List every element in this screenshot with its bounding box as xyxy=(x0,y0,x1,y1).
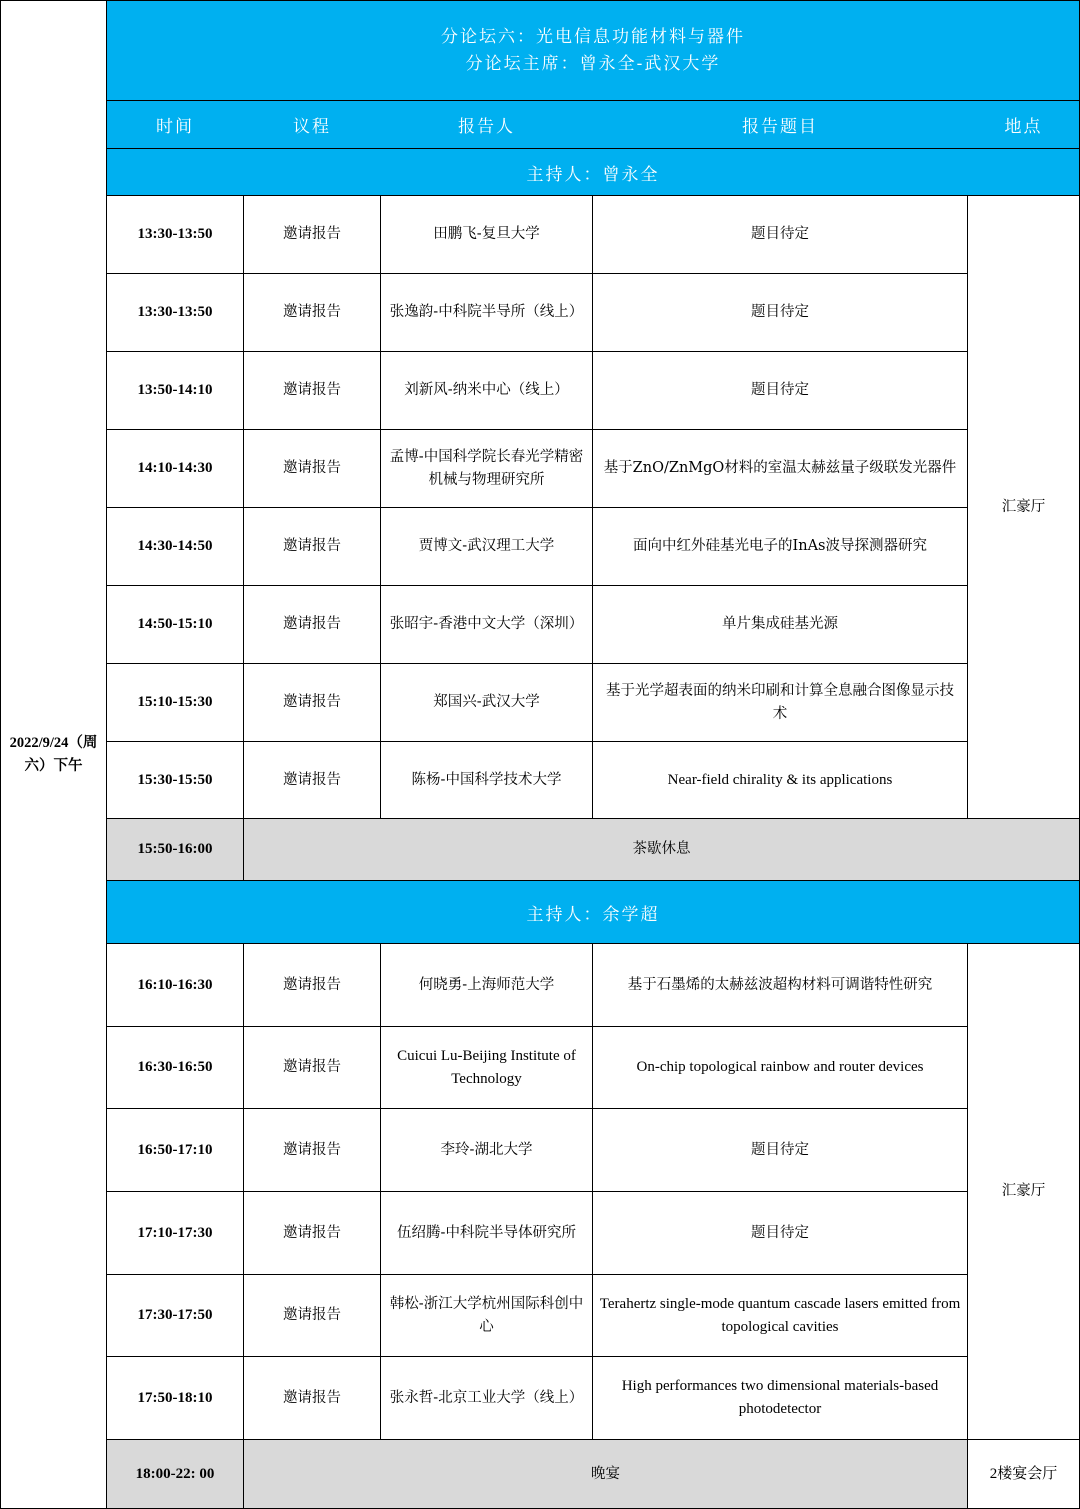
s1-row7-time: 15:10-15:30 xyxy=(137,694,213,710)
s2-row2-time: 16:30-16:50 xyxy=(137,1059,213,1075)
grid-line xyxy=(106,943,1080,944)
grid-line xyxy=(106,0,107,1509)
grid-line xyxy=(243,195,244,881)
s1-row4-topic: 基于ZnO/ZnMgO材料的室温太赫兹量子级联发光器件 xyxy=(603,460,957,476)
s1-row6-agenda: 邀请报告 xyxy=(283,616,341,632)
session1-host: 主持人：曾永全 xyxy=(107,149,1079,195)
s1-row6-topic: 单片集成硅基光源 xyxy=(722,616,838,632)
s2-row4-topic: 题目待定 xyxy=(751,1224,809,1241)
grid-line xyxy=(106,1274,968,1275)
s1-row8-agenda: 邀请报告 xyxy=(283,771,341,788)
s1-row2-speaker: 张逸韵-中科院半导所（线上） xyxy=(389,304,584,320)
s2-row6-topic: High performances two dimensional materials-based photodetector xyxy=(621,1378,939,1417)
s1-row1-topic: 题目待定 xyxy=(751,226,809,242)
forum-title: 分论坛六：光电信息功能材料与器件 xyxy=(441,26,745,47)
grid-line xyxy=(106,741,968,742)
grid-line xyxy=(0,0,1,1509)
grid-line xyxy=(106,429,968,430)
grid-line xyxy=(106,1439,1080,1440)
grid-line xyxy=(967,943,968,1509)
grid-line xyxy=(106,880,1080,881)
s2-row2-speaker: Cuicui Lu-Beijing Institute of Technology xyxy=(397,1047,576,1087)
grid-line xyxy=(967,195,968,819)
grid-line xyxy=(106,148,1080,149)
grid-line xyxy=(106,1191,968,1192)
s1-row5-speaker: 贾博文-武汉理工大学 xyxy=(418,538,555,554)
s1-row6-time: 14:50-15:10 xyxy=(137,616,213,632)
s1-row1-agenda: 邀请报告 xyxy=(283,226,341,242)
column-header-agenda: 议程 xyxy=(293,117,331,137)
s1-row8-time: 15:30-15:50 xyxy=(137,771,213,788)
grid-line xyxy=(106,663,968,664)
date-cell xyxy=(1,1,106,1508)
s2-row2-topic: On-chip topological rainbow and router devices xyxy=(636,1059,924,1075)
grid-line xyxy=(380,195,381,819)
s2-row2-agenda: 邀请报告 xyxy=(283,1059,341,1075)
grid-line xyxy=(106,1108,968,1109)
s1-row4-agenda: 邀请报告 xyxy=(283,460,341,476)
s1-row3-agenda: 邀请报告 xyxy=(283,382,341,398)
column-header-time: 时间 xyxy=(156,117,194,137)
forum-title-banner xyxy=(107,1,1079,100)
s1-row6-speaker: 张昭宇-香港中文大学（深圳） xyxy=(389,616,584,632)
s1-row5-time: 14:30-14:50 xyxy=(137,538,213,554)
s2-row1-speaker: 何晓勇-上海师范大学 xyxy=(418,976,555,993)
s1-location: 汇豪厅 xyxy=(1001,498,1046,515)
s2-row6-agenda: 邀请报告 xyxy=(283,1389,341,1406)
s2-row4-agenda: 邀请报告 xyxy=(283,1224,341,1241)
grid-line xyxy=(106,273,968,274)
grid-line xyxy=(592,195,593,819)
date-label: 2022/9/24（周六）下午 xyxy=(9,734,98,774)
grid-line xyxy=(106,195,1080,196)
s2-row3-time: 16:50-17:10 xyxy=(137,1141,213,1158)
grid-line xyxy=(592,943,593,1440)
s1-row3-speaker: 刘新风-纳米中心（线上） xyxy=(404,382,569,398)
grid-line xyxy=(106,1026,968,1027)
column-header-location: 地点 xyxy=(1004,117,1043,137)
column-header-speaker: 报告人 xyxy=(458,117,515,137)
column-header-topic: 报告题目 xyxy=(742,117,818,137)
s2-row3-topic: 题目待定 xyxy=(751,1141,809,1158)
session2-host: 主持人：余学超 xyxy=(107,881,1079,943)
s2-row3-agenda: 邀请报告 xyxy=(283,1141,341,1158)
s2-row6-speaker: 张永哲-北京工业大学（线上） xyxy=(389,1389,584,1406)
s1-row4-speaker: 孟博-中国科学院长春光学精密机械与物理研究所 xyxy=(389,448,584,488)
s2-row1-topic: 基于石墨烯的太赫兹波超构材料可调谐特性研究 xyxy=(627,976,933,993)
forum-chair: 分论坛主席：曾永全-武汉大学 xyxy=(465,53,721,74)
grid-line xyxy=(106,585,968,586)
s1-row1-speaker: 田鹏飞-复旦大学 xyxy=(433,226,540,242)
s2-row5-speaker: 韩松-浙江大学杭州国际科创中心 xyxy=(389,1295,584,1335)
break-label: 茶歇休息 xyxy=(632,841,691,857)
grid-line xyxy=(106,100,1080,101)
grid-line xyxy=(106,351,968,352)
s2-row3-speaker: 李玲-湖北大学 xyxy=(440,1141,533,1158)
s1-row2-topic: 题目待定 xyxy=(751,304,809,320)
s2-row4-speaker: 伍绍腾-中科院半导体研究所 xyxy=(397,1224,576,1241)
break-time: 15:50-16:00 xyxy=(137,841,213,857)
s1-row3-topic: 题目待定 xyxy=(751,382,809,398)
s2-row6-time: 17:50-18:10 xyxy=(137,1389,213,1406)
dinner-time: 18:00-22: 00 xyxy=(135,1465,215,1482)
s2-row4-time: 17:10-17:30 xyxy=(137,1224,213,1241)
s2-row5-time: 17:30-17:50 xyxy=(137,1307,213,1323)
s1-row7-topic: 基于光学超表面的纳米印刷和计算全息融合图像显示技术 xyxy=(606,682,954,722)
s2-row1-time: 16:10-16:30 xyxy=(137,976,213,993)
grid-line xyxy=(243,943,244,1509)
s2-location: 汇豪厅 xyxy=(1001,1183,1046,1199)
s1-row3-time: 13:50-14:10 xyxy=(137,382,213,398)
grid-line xyxy=(106,1356,968,1357)
s2-row5-agenda: 邀请报告 xyxy=(283,1307,341,1323)
s1-row8-topic: Near-field chirality & its applications xyxy=(667,771,893,788)
s1-row1-time: 13:30-13:50 xyxy=(137,226,213,242)
s1-row4-time: 14:10-14:30 xyxy=(137,460,213,476)
s1-row5-topic: 面向中红外硅基光电子的InAs波导探测器研究 xyxy=(633,538,927,554)
grid-line xyxy=(106,507,968,508)
s1-row2-time: 13:30-13:50 xyxy=(137,304,213,320)
grid-line xyxy=(0,0,1080,1)
dinner-location: 2楼宴会厅 xyxy=(989,1465,1058,1482)
s1-row7-speaker: 郑国兴-武汉大学 xyxy=(433,694,540,710)
s1-row5-agenda: 邀请报告 xyxy=(283,538,341,554)
s1-row2-agenda: 邀请报告 xyxy=(283,304,341,320)
s2-row5-topic: Terahertz single-mode quantum cascade lasers emitted from topological cavities xyxy=(599,1295,961,1335)
grid-line xyxy=(380,943,381,1440)
s1-row7-agenda: 邀请报告 xyxy=(283,694,341,710)
dinner-label: 晚宴 xyxy=(591,1465,620,1482)
s1-row8-speaker: 陈杨-中国科学技术大学 xyxy=(411,771,562,788)
grid-line xyxy=(106,818,1080,819)
s2-row1-agenda: 邀请报告 xyxy=(283,976,341,993)
